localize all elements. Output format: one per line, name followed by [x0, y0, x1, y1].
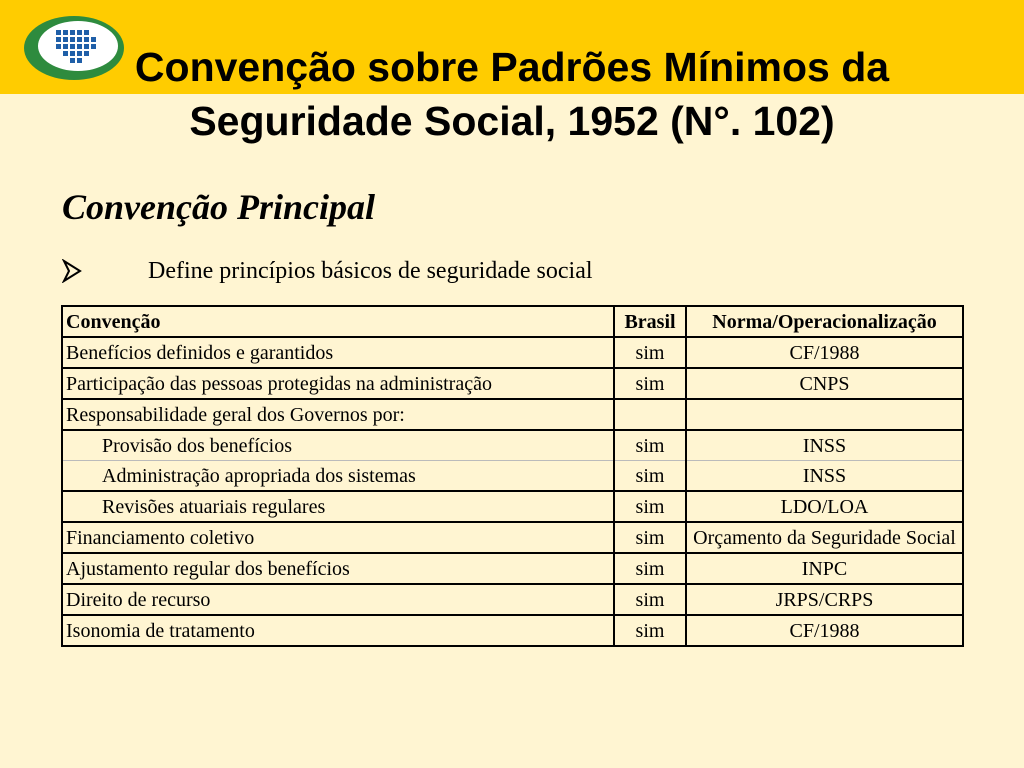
cell-brasil: sim — [614, 553, 686, 584]
cell-convencao: Direito de recurso — [62, 584, 614, 615]
section-subtitle: Convenção Principal — [62, 187, 375, 227]
header-norma: Norma/Operacionalização — [686, 306, 963, 337]
header-brasil: Brasil — [614, 306, 686, 337]
cell-norma: INSS — [686, 430, 963, 461]
cell-convencao: Administração apropriada dos sistemas — [62, 461, 614, 492]
cell-norma — [686, 399, 963, 430]
table-row — [62, 491, 963, 522]
cell-brasil: sim — [614, 522, 686, 553]
table-row — [62, 430, 963, 461]
table-header-row — [62, 306, 963, 337]
table-row — [62, 615, 963, 646]
cell-brasil: sim — [614, 584, 686, 615]
cell-convencao: Provisão dos benefícios — [62, 430, 614, 461]
cell-brasil: sim — [614, 491, 686, 522]
cell-brasil: sim — [614, 461, 686, 492]
title-line-2: Seguridade Social, 1952 (N°. 102) — [189, 98, 835, 144]
cell-brasil: sim — [614, 337, 686, 368]
cell-convencao: Ajustamento regular dos benefícios — [62, 553, 614, 584]
cell-brasil: sim — [614, 430, 686, 461]
cell-convencao: Financiamento coletivo — [62, 522, 614, 553]
cell-norma: LDO/LOA — [686, 491, 963, 522]
cell-convencao: Revisões atuariais regulares — [62, 491, 614, 522]
cell-convencao: Participação das pessoas protegidas na administração — [62, 368, 614, 399]
arrowhead-bullet-icon — [62, 259, 82, 283]
cell-norma: CF/1988 — [686, 615, 963, 646]
cell-norma: JRPS/CRPS — [686, 584, 963, 615]
cell-brasil: sim — [614, 615, 686, 646]
cell-convencao: Isonomia de tratamento — [62, 615, 614, 646]
title-line-1: Convenção sobre Padrões Mínimos da — [134, 44, 890, 90]
cell-norma: INSS — [686, 461, 963, 492]
table-row — [62, 522, 963, 553]
cell-brasil — [614, 399, 686, 430]
cell-convencao: Benefícios definidos e garantidos — [62, 337, 614, 368]
header-convencao: Convenção — [62, 306, 614, 337]
cell-norma: Orçamento da Seguridade Social — [686, 522, 963, 553]
bullet-text: Define princípios básicos de seguridade social — [148, 258, 593, 284]
table-row — [62, 584, 963, 615]
cell-norma: CF/1988 — [686, 337, 963, 368]
cell-norma: CNPS — [686, 368, 963, 399]
convention-table — [61, 305, 964, 647]
cell-brasil: sim — [614, 368, 686, 399]
cell-norma: INPC — [686, 553, 963, 584]
page-title — [0, 40, 1024, 148]
table-row — [62, 337, 963, 368]
table-row — [62, 368, 963, 399]
cell-convencao: Responsabilidade geral dos Governos por: — [62, 399, 614, 430]
table-row — [62, 399, 963, 430]
table-row — [62, 553, 963, 584]
table-row — [62, 461, 963, 492]
